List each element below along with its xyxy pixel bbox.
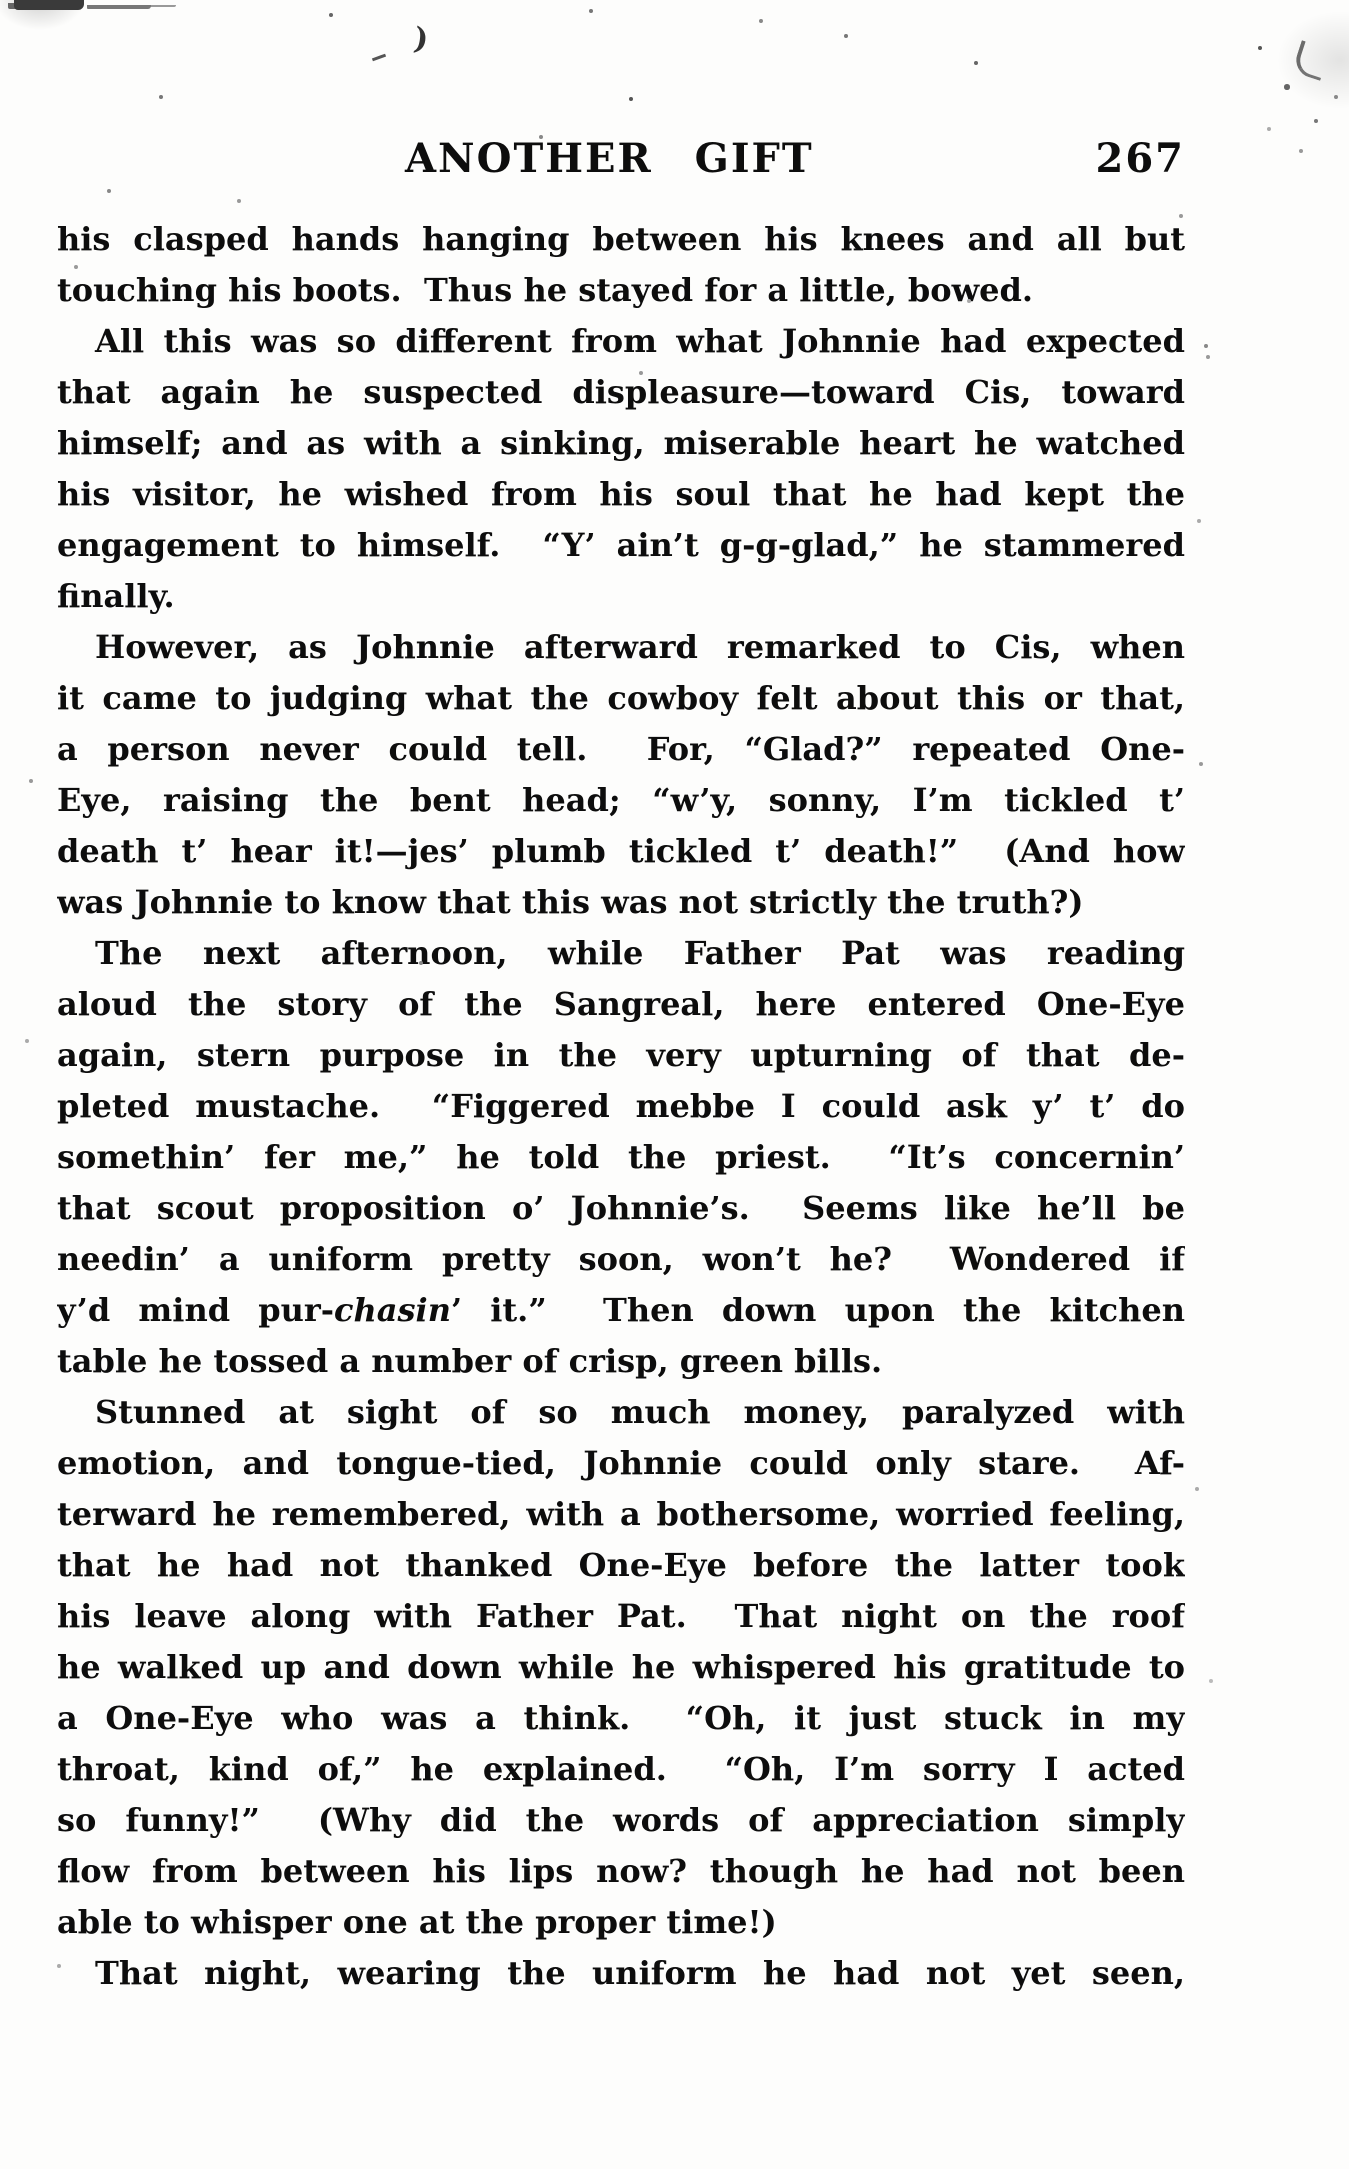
text-line: touching his boots. Thus he stayed for a little, bowed.: [57, 271, 1033, 309]
text-line: aloud the story of the Sangreal, here entered One-Eye: [57, 985, 1185, 1023]
scan-artifact-top-right-squiggle: [1292, 40, 1331, 81]
text-line: finally.: [57, 577, 175, 615]
body-text: [57, 214, 1185, 1999]
text-line: table he tossed a number of crisp, green bills.: [57, 1342, 883, 1380]
text-line: again, stern purpose in the very upturning of that de-: [57, 1036, 1185, 1074]
page-number: 267: [1095, 135, 1185, 182]
chapter-title: ANOTHER GIFT: [405, 135, 814, 182]
text-line: pleted mustache. “Figgered mebbe I could ask y’ t’ do: [57, 1087, 1185, 1125]
running-header: [57, 135, 1185, 187]
text-line: Eye, raising the bent head; “w’y, sonny, I’m tickled t’: [57, 781, 1185, 819]
text-line: somethin’ fer me,” he told the priest. “It’s concernin’: [57, 1138, 1185, 1176]
text-line: throat, kind of,” he explained. “Oh, I’m sorry I acted: [57, 1750, 1185, 1788]
text-line: it came to judging what the cowboy felt about this or that,: [57, 679, 1185, 717]
text-line: y’d mind pur-chasin’ it.” Then down upon the kitchen: [57, 1291, 1185, 1329]
text-line: a One-Eye who was a think. “Oh, it just stuck in my: [57, 1699, 1185, 1737]
text-line: flow from between his lips now? though he had not been: [57, 1852, 1185, 1890]
text-line: a person never could tell. For, “Glad?” repeated One-: [57, 730, 1185, 768]
text-line: that again he suspected displeasure—toward Cis, toward: [57, 373, 1185, 411]
scan-artifact-speckles: [0, 0, 2, 2]
scan-artifact-tick: [372, 54, 386, 62]
text-line: himself; and as with a sinking, miserable heart he watched: [57, 424, 1185, 462]
text-line: that scout proposition o’ Johnnie’s. Seems like he’ll be: [57, 1189, 1185, 1227]
text-line: Stunned at sight of so much money, paralyzed with: [95, 1393, 1185, 1431]
text-line: his leave along with Father Pat. That night on the roof: [57, 1597, 1185, 1635]
text-line: engagement to himself. “Y’ ain’t g-g-glad,” he stammered: [57, 526, 1185, 564]
scan-artifact-paren: ): [411, 21, 431, 58]
text-line: was Johnnie to know that this was not strictly the truth?): [57, 883, 1084, 921]
text-line: terward he remembered, with a bothersome, worried feeling,: [57, 1495, 1185, 1533]
text-line: emotion, and tongue-tied, Johnnie could only stare. Af-: [57, 1444, 1185, 1482]
text-line: However, as Johnnie afterward remarked to Cis, when: [95, 628, 1185, 666]
text-line: so funny!” (Why did the words of appreciation simply: [57, 1801, 1185, 1839]
text-line: death t’ hear it!—jes’ plumb tickled t’ death!” (And how: [57, 832, 1185, 870]
scan-artifact-top-left-smudge: [14, 0, 84, 10]
text-line: That night, wearing the uniform he had not yet seen,: [95, 1954, 1185, 1992]
text-line: The next afternoon, while Father Pat was reading: [95, 934, 1185, 972]
text-line: needin’ a uniform pretty soon, won’t he? Wondered if: [57, 1240, 1185, 1278]
text-line: that he had not thanked One-Eye before the latter took: [57, 1546, 1185, 1584]
text-line: his clasped hands hanging between his knees and all but: [57, 220, 1185, 258]
text-line: he walked up and down while he whispered his gratitude to: [57, 1648, 1185, 1686]
text-line: All this was so different from what Johnnie had expected: [95, 322, 1185, 360]
text-line: his visitor, he wished from his soul that he had kept the: [57, 475, 1185, 513]
text-line: able to whisper one at the proper time!): [57, 1903, 777, 1941]
